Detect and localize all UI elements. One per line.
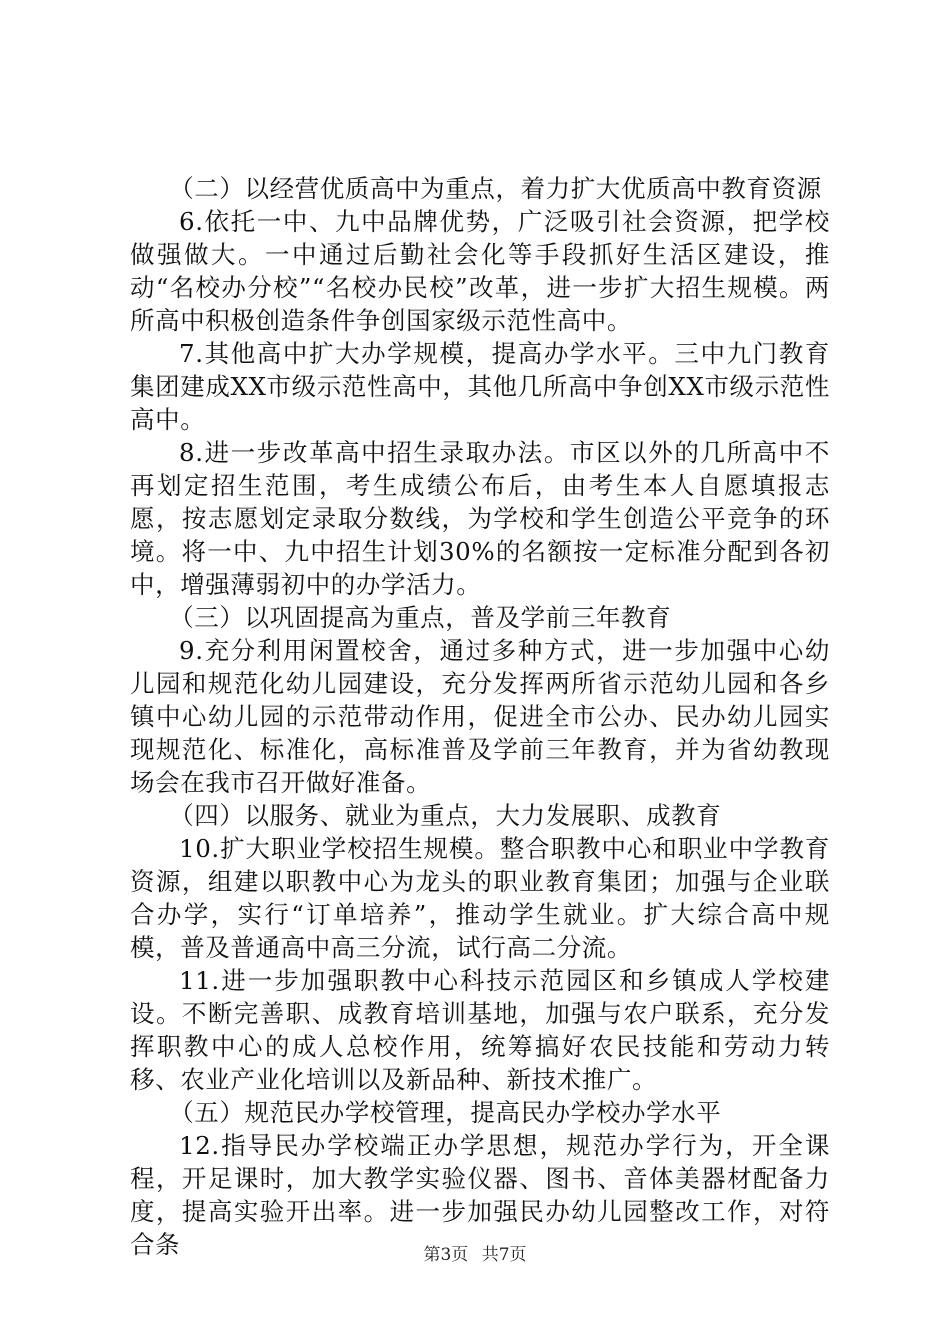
paragraph-7: 7.其他高中扩大办学规模，提高办学水平。三中九门教育集团建成XX市级示范性高中，其他几所高中争创XX市级示范性高中。 [130,339,830,434]
section-heading-3: （三）以巩固提高为重点，普及学前三年教育 [169,603,672,632]
section-heading-4: （四）以服务、就业为重点，大力发展职、成教育 [169,801,722,830]
paragraph-8: 8.进一步改革高中招生录取办法。市区以外的几所高中不再划定招生范围，考生成绩公布后，由考生本人自愿填报志愿，按志愿划定录取分数线，为学校和学生创造公平竞争的环境。将一中、九中招生计划30%的名额按一定标准分配到各初中，增强薄弱初中的办学活力。 [130,438,830,599]
page-total: 共7页 [481,1245,527,1265]
document-body [130,172,830,1261]
section-heading-2: （二）以经营优质高中为重点，着力扩大优质高中教育资源 [169,174,822,203]
paragraph-6: 6.依托一中、九中品牌优势，广泛吸引社会资源，把学校做强做大。一中通过后勤社会化等手段抓好生活区建设，推动“名校办分校”“名校办民校”改革，进一步扩大招生规模。两所高中积极创造条件争创国家级示范性高中。 [130,207,830,335]
paragraph-11: 11.进一步加强职教中心科技示范园区和乡镇成人学校建设。不断完善职、成教育培训基地，加强与农户联系，充分发挥职教中心的成人总校作用，统筹搞好农民技能和劳动力转移、农业产业化培训以及新品种、新技术推广。 [130,966,830,1094]
paragraph-9: 9.充分利用闲置校舍，通过多种方式，进一步加强中心幼儿园和规范化幼儿园建设，充分发挥两所省示范幼儿园和各乡镇中心幼儿园的示范带动作用，促进全市公办、民办幼儿园实现规范化、标准化，高标准普及学前三年教育，并为省幼教现场会在我市召开做好准备。 [130,636,830,797]
paragraph-10: 10.扩大职业学校招生规模。整合职教中心和职业中学教育资源，组建以职教中心为龙头的职业教育集团；加强与企业联合办学，实行“订单培养”，推动学生就业。扩大综合高中规模，普及普通高中高三分流，试行高二分流。 [130,834,830,962]
paragraph-12: 12.指导民办学校端正办学思想，规范办学行为，开全课程，开足课时，加大教学实验仪器、图书、音体美器材配备力度，提高实验开出率。进一步加强民办幼儿园整改工作，对符合条 [130,1131,830,1259]
section-heading-5: （五）规范民办学校管理，提高民办学校办学水平 [169,1098,722,1127]
page-footer [0,1245,950,1265]
page-number: 第3页 [423,1245,469,1265]
